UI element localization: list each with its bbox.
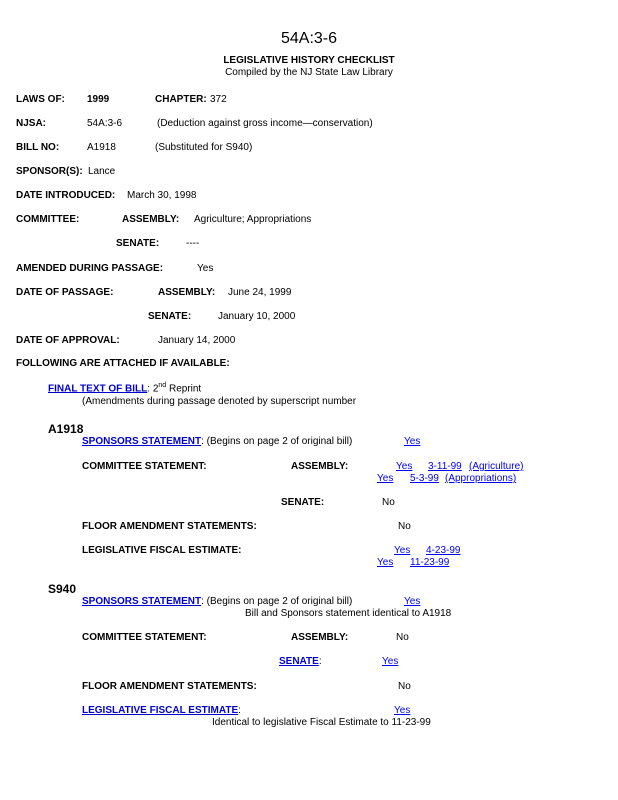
s940-fiscal-line <box>82 705 241 716</box>
checklist-title: LEGISLATIVE HISTORY CHECKLIST <box>223 55 395 66</box>
final-text-link[interactable]: FINAL TEXT OF BILL <box>48 383 148 395</box>
date-introduced-value: March 30, 1998 <box>127 190 197 201</box>
s940-sponsors-note: : (Begins on page 2 of original bill) <box>201 596 353 607</box>
a1918-floor-label: FLOOR AMENDMENT STATEMENTS: <box>82 521 257 532</box>
final-text-colon: : <box>147 383 151 395</box>
njsa-label: NJSA: <box>16 118 47 129</box>
a1918-fiscal-date-1[interactable]: 4-23-99 <box>426 545 461 556</box>
amended-label: AMENDED DURING PASSAGE: <box>16 263 164 274</box>
passage-senate-label: SENATE: <box>148 311 192 322</box>
s940-fiscal-note: Identical to legislative Fiscal Estimate to 11-23-99 <box>212 717 431 728</box>
s940-fiscal-yes-link[interactable]: Yes <box>394 705 411 716</box>
a1918-committee-date-1[interactable]: 3-11-99 <box>428 461 462 472</box>
date-approval-label: DATE OF APPROVAL: <box>16 335 120 346</box>
committee-label: COMMITTEE: <box>16 214 80 225</box>
a1918-fiscal-label: LEGISLATIVE FISCAL ESTIMATE: <box>82 545 242 556</box>
sponsors-label: SPONSOR(S): <box>16 166 83 177</box>
passage-assembly-value: June 24, 1999 <box>228 287 292 298</box>
chapter-label: CHAPTER: <box>155 94 207 105</box>
njsa-value: 54A:3-6 <box>87 118 123 129</box>
a1918-sponsors-link[interactable]: SPONSORS STATEMENT <box>82 436 202 447</box>
a1918-senate-label: SENATE: <box>281 497 325 508</box>
s940-senate-line <box>279 656 322 667</box>
s940-heading: S940 <box>48 582 77 596</box>
reprint-number: 2 <box>152 383 159 395</box>
final-text-line <box>48 382 201 394</box>
committee-senate-label: SENATE: <box>116 238 160 249</box>
a1918-sponsors-note: : (Begins on page 2 of original bill) <box>201 436 353 447</box>
a1918-heading: A1918 <box>48 422 84 436</box>
s940-sponsors-line <box>82 596 352 607</box>
s940-senate-colon: : <box>318 656 322 667</box>
a1918-committee-date-2[interactable]: 5-3-99 <box>410 473 439 484</box>
s940-floor-value: No <box>398 681 411 692</box>
date-passage-label: DATE OF PASSAGE: <box>16 287 114 298</box>
a1918-assembly-label: ASSEMBLY: <box>291 461 349 472</box>
committee-assembly-value: Agriculture; Appropriations <box>194 214 312 225</box>
page-title: 54A:3-6 <box>280 30 338 47</box>
s940-sponsors-link[interactable]: SPONSORS STATEMENT <box>82 596 202 607</box>
s940-assembly-value: No <box>396 632 409 643</box>
a1918-committee-yes-1[interactable]: Yes <box>396 461 413 472</box>
committee-senate-value: ---- <box>186 238 200 249</box>
s940-identical-note: Bill and Sponsors statement identical to A1918 <box>245 608 452 619</box>
a1918-fiscal-yes-2[interactable]: Yes <box>377 557 394 568</box>
a1918-senate-value: No <box>382 497 395 508</box>
date-introduced-label: DATE INTRODUCED: <box>16 190 116 201</box>
a1918-fiscal-date-2[interactable]: 11-23-99 <box>410 557 450 568</box>
laws-of-value: 1999 <box>87 94 110 105</box>
a1918-committee-agriculture[interactable]: (Agriculture) <box>469 461 524 472</box>
final-text-note: (Amendments during passage denoted by superscript number <box>82 396 357 407</box>
reprint-superscript: nd <box>158 382 167 389</box>
bill-no-note: (Substituted for S940) <box>155 142 253 153</box>
bill-no-label: BILL NO: <box>16 142 60 153</box>
passage-assembly-label: ASSEMBLY: <box>158 287 216 298</box>
a1918-fiscal-yes-1[interactable]: Yes <box>394 545 411 556</box>
bill-no-value: A1918 <box>87 142 116 153</box>
a1918-sponsors-line <box>82 436 352 447</box>
chapter-value: 372 <box>210 94 227 105</box>
date-approval-value: January 14, 2000 <box>158 335 236 346</box>
a1918-committee-appropriations[interactable]: (Appropriations) <box>445 473 517 484</box>
a1918-sponsors-yes-link[interactable]: Yes <box>404 436 421 447</box>
s940-sponsors-yes-link[interactable]: Yes <box>404 596 421 607</box>
a1918-committee-yes-2[interactable]: Yes <box>377 473 394 484</box>
attached-heading: FOLLOWING ARE ATTACHED IF AVAILABLE: <box>16 358 230 369</box>
passage-senate-value: January 10, 2000 <box>218 311 296 322</box>
s940-floor-label: FLOOR AMENDMENT STATEMENTS: <box>82 681 257 692</box>
a1918-committee-label: COMMITTEE STATEMENT: <box>82 461 207 472</box>
compiled-by: Compiled by the NJ State Law Library <box>225 67 393 78</box>
s940-senate-yes-link[interactable]: Yes <box>382 656 399 667</box>
s940-fiscal-link[interactable]: LEGISLATIVE FISCAL ESTIMATE <box>82 705 239 716</box>
a1918-floor-value: No <box>398 521 411 532</box>
committee-assembly-label: ASSEMBLY: <box>122 214 180 225</box>
laws-of-label: LAWS OF: <box>16 94 65 105</box>
sponsors-value: Lance <box>88 166 116 177</box>
s940-assembly-label: ASSEMBLY: <box>291 632 349 643</box>
s940-fiscal-colon: : <box>238 705 241 716</box>
s940-senate-link[interactable]: SENATE <box>279 656 319 667</box>
amended-value: Yes <box>197 263 214 274</box>
s940-committee-label: COMMITTEE STATEMENT: <box>82 632 207 643</box>
reprint-word: Reprint <box>168 383 202 395</box>
njsa-description: (Deduction against gross income—conservation) <box>157 118 373 129</box>
